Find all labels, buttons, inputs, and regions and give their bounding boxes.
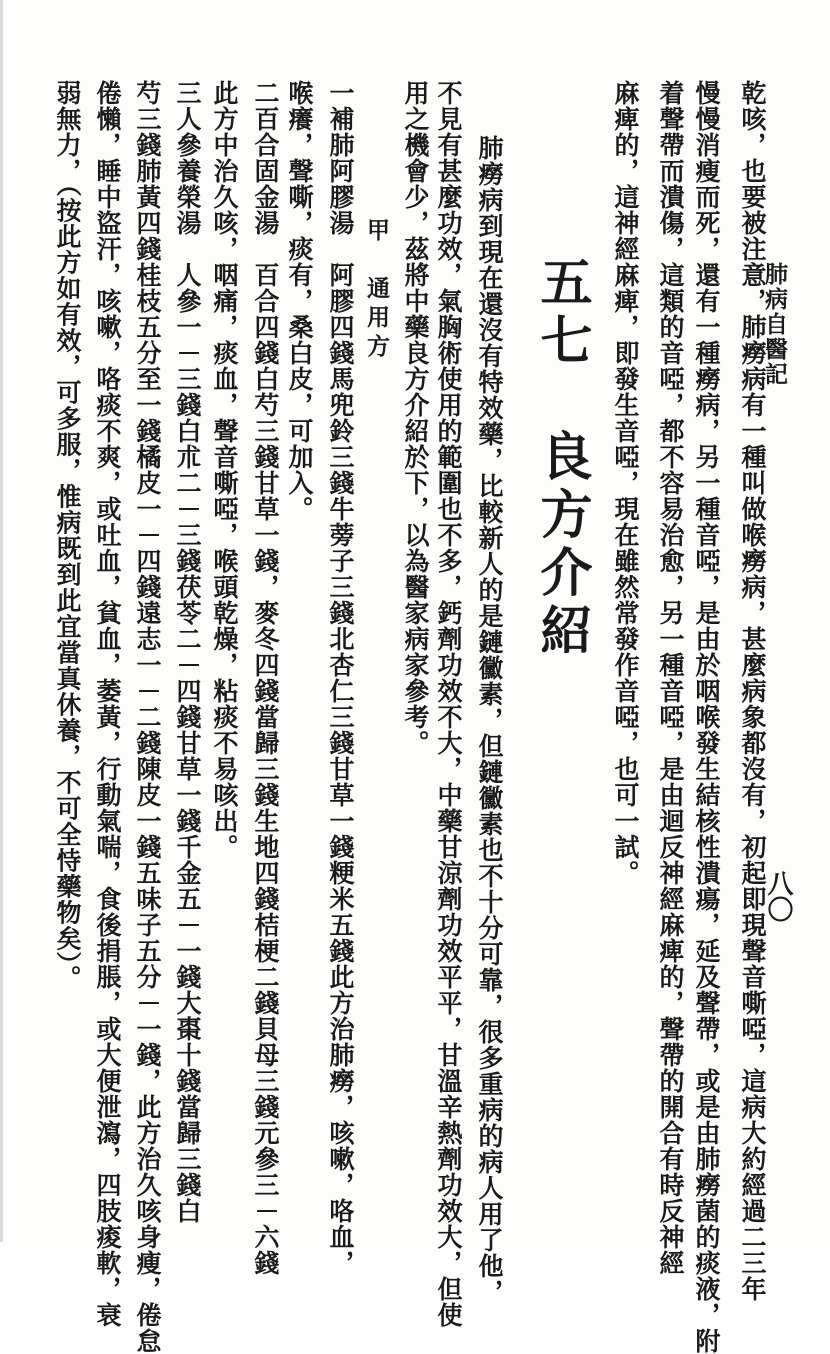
sub-heading: 甲 通用方 xyxy=(363,218,390,363)
text-column: 慢慢消瘦而死，還有一種癆病，另一種音啞，是由於咽喉發生結核性潰瘍，延及聲帶，或是由肺癆菌的痰液，附 xyxy=(692,80,721,1354)
text-column: 一補肺阿膠湯 阿膠四錢馬兜鈴三錢牛蒡子三錢北杏仁三錢甘草一錢粳米五錢此方治肺癆，咳嗽，咯血， xyxy=(326,80,355,1276)
running-header: 肺病自醫記 xyxy=(761,262,788,387)
text-column: 乾咳，也要被注意，肺癆病有一種叫做喉癆病，甚麼病象都沒有，初起即現聲音嘶啞，這病大約經過二三年 xyxy=(738,80,767,1302)
text-column: 倦懶，睡中盜汗，咳嗽，咯痰不爽，或吐血，貧血，萎黃，行動氣喘，食後捐脹，或大便泄瀉，四肢痠軟，衰 xyxy=(93,80,122,1328)
text-column: 不見有甚麼功效，氣胸術使用的範圍也不多，鈣劑功效不大，中藥甘涼劑功效平平，甘溫辛熱劑功效大，但使 xyxy=(434,80,463,1328)
text-column: 喉癢，聲嘶，痰有，桑白皮，可加入。 xyxy=(285,80,314,522)
text-column: 弱無力，（按此方如有效，可多服，惟病既到此宜當真休養，不可全恃藥物矣）。 xyxy=(53,80,82,991)
section-title: 五七 良方介紹 xyxy=(531,255,592,661)
text-column: 麻痺的，這神經麻痺，即發生音啞，現在雖然常發作音啞，也可一試。 xyxy=(611,80,640,886)
text-column: 肺癆病到現在還沒有特效藥，比較新人的是鏈黴素，但鏈黴素也不十分可靠，很多重病的病人用了他， xyxy=(475,135,504,1305)
page-number: 八〇 xyxy=(763,870,793,922)
text-column: 用之機會少，茲將中藥良方介紹於下，以為醫家病家參考。 xyxy=(401,80,430,756)
text-column: 二百合固金湯 百合四錢白芍三錢甘草一錢，麥冬四錢當歸三錢生地四錢桔梗二錢貝母三錢元參三－六錢 xyxy=(251,80,280,1276)
text-column: 着聲帶而潰傷，這類的音啞，都不容易治愈，另一種音啞，是由迴反神經麻痺的，聲帶的開合有時反神經 xyxy=(656,80,685,1276)
text-column: 三人參養榮湯 人參一－三錢白朮二－三錢茯苓二－四錢甘草一錢千金五－一錢大棗十錢當歸三錢白 xyxy=(173,80,202,1224)
text-column: 芍三錢肺黃四錢桂枝五分至一錢橘皮一－四錢遠志一－二錢陳皮一錢五味子五分－一錢，此方治久咳身瘦，倦怠 xyxy=(133,80,162,1354)
scan-edge xyxy=(0,0,3,1242)
text-column: 此方中治久咳，咽痛，痰血，聲音嘶啞，喉頭乾燥，粘痰不易咳出。 xyxy=(210,80,239,860)
